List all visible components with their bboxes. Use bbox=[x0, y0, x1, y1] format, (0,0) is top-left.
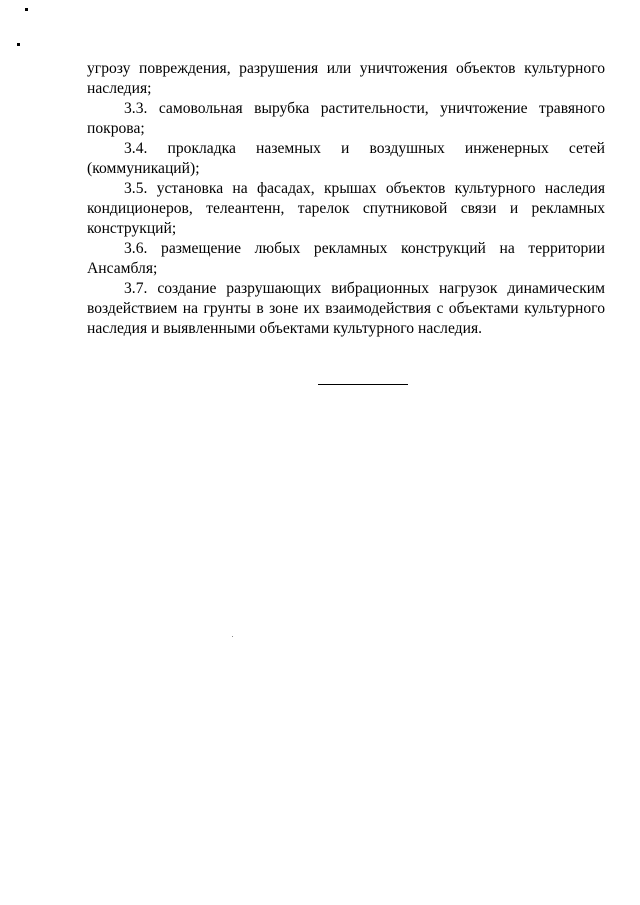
scan-artifact-dot bbox=[232, 636, 233, 637]
paragraph-item-3-5: 3.5. установка на фасадах, крышах объектов культурного наследия кондиционеров, телеантенн, тарелок спутниковой связи и рекламных конструкций; bbox=[87, 180, 605, 237]
paragraph-item-3-7: 3.7. создание разрушающих вибрационных нагрузок динамическим воздействием на грунты в зоне их взаимодействия с объектами культурного наследия и выявленными объектами культурного наследия. bbox=[87, 280, 605, 337]
paragraph-item-3-6: 3.6. размещение любых рекламных конструкций на территории Ансамбля; bbox=[87, 240, 605, 277]
scan-artifact-dot bbox=[25, 8, 28, 11]
paragraph-continuation: угрозу повреждения, разрушения или уничтожения объектов культурного наследия; bbox=[87, 60, 605, 97]
paragraph-item-3-4: 3.4. прокладка наземных и воздушных инженерных сетей (коммуникаций); bbox=[87, 140, 605, 177]
document-body bbox=[87, 59, 605, 339]
paragraph-item-3-3: 3.3. самовольная вырубка растительности, уничтожение травяного покрова; bbox=[87, 100, 605, 137]
document-end-rule bbox=[318, 384, 408, 385]
scan-artifact-dot bbox=[17, 43, 20, 46]
